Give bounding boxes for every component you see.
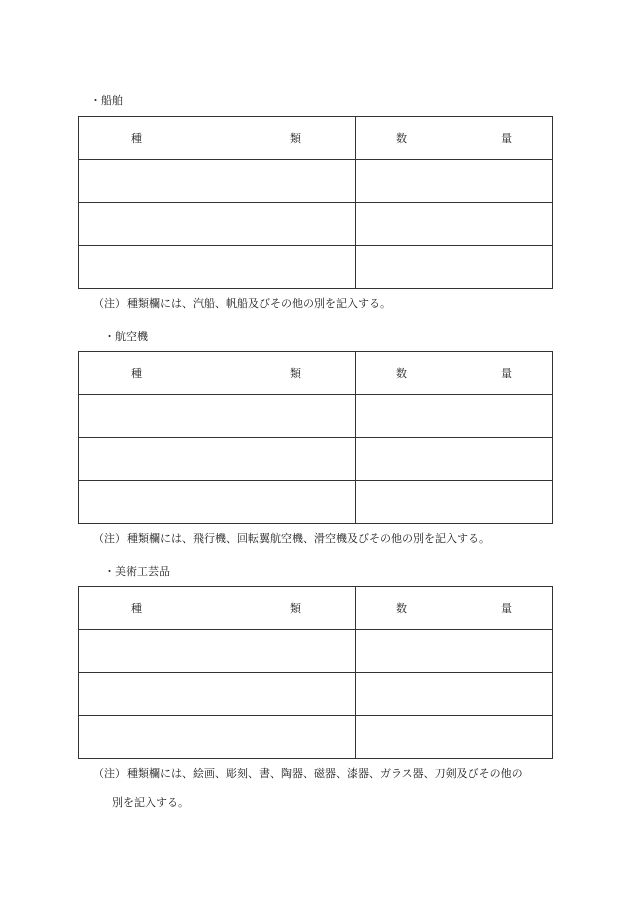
artwork-note	[93, 765, 523, 781]
quantity-cell[interactable]	[356, 203, 553, 246]
section-title-aircraft: ・航空機	[104, 330, 148, 343]
kind-cell[interactable]	[79, 203, 356, 246]
table-header-row	[79, 587, 553, 630]
section-title-ship: ・船舶	[90, 94, 123, 107]
quantity-header-char-2: 量	[501, 367, 512, 380]
table-header-row	[79, 352, 553, 395]
kind-header	[79, 587, 356, 630]
kind-header-char-2: 類	[290, 132, 301, 145]
kind-cell[interactable]	[79, 160, 356, 203]
table-row	[79, 438, 553, 481]
table-row	[79, 630, 553, 673]
quantity-header	[356, 352, 553, 395]
kind-header-char-2: 類	[290, 602, 301, 615]
quantity-header	[356, 587, 553, 630]
quantity-cell[interactable]	[356, 160, 553, 203]
kind-cell[interactable]	[79, 716, 356, 759]
quantity-cell[interactable]	[356, 481, 553, 524]
kind-cell[interactable]	[79, 630, 356, 673]
kind-header-char-1: 種	[131, 602, 142, 615]
ship-table	[78, 116, 553, 289]
note-tag: （注）	[93, 767, 126, 780]
table-row	[79, 481, 553, 524]
kind-header	[79, 117, 356, 160]
table-row	[79, 160, 553, 203]
kind-cell[interactable]	[79, 481, 356, 524]
table-row	[79, 673, 553, 716]
quantity-header	[356, 117, 553, 160]
quantity-cell[interactable]	[356, 395, 553, 438]
note-text: 種類欄には、絵画、彫刻、書、陶器、磁器、漆器、ガラス器、刀剣及びその他の	[127, 767, 523, 780]
aircraft-table	[78, 351, 553, 524]
table-row	[79, 395, 553, 438]
quantity-cell[interactable]	[356, 716, 553, 759]
kind-cell[interactable]	[79, 395, 356, 438]
kind-cell[interactable]	[79, 438, 356, 481]
kind-cell[interactable]	[79, 673, 356, 716]
quantity-cell[interactable]	[356, 438, 553, 481]
artwork-table	[78, 586, 553, 759]
quantity-cell[interactable]	[356, 246, 553, 289]
quantity-header-char-1: 数	[396, 367, 407, 380]
section-title-artwork: ・美術工芸品	[104, 565, 170, 578]
table-row	[79, 716, 553, 759]
quantity-header-char-2: 量	[501, 132, 512, 145]
note-tag: （注）	[93, 532, 126, 545]
table-row	[79, 203, 553, 246]
kind-header-char-1: 種	[131, 132, 142, 145]
quantity-cell[interactable]	[356, 673, 553, 716]
ship-note	[93, 295, 391, 311]
note-tag: （注）	[93, 297, 126, 310]
kind-header-char-1: 種	[131, 367, 142, 380]
quantity-header-char-1: 数	[396, 602, 407, 615]
note-text: 種類欄には、汽船、帆船及びその他の別を記入する。	[127, 297, 391, 310]
table-header-row	[79, 117, 553, 160]
kind-header	[79, 352, 356, 395]
artwork-note-continuation: 別を記入する。	[112, 796, 189, 809]
note-text: 種類欄には、飛行機、回転翼航空機、滑空機及びその他の別を記入する。	[127, 532, 490, 545]
kind-header-char-2: 類	[290, 367, 301, 380]
quantity-header-char-2: 量	[501, 602, 512, 615]
quantity-header-char-1: 数	[396, 132, 407, 145]
kind-cell[interactable]	[79, 246, 356, 289]
table-row	[79, 246, 553, 289]
quantity-cell[interactable]	[356, 630, 553, 673]
aircraft-note	[93, 530, 490, 546]
